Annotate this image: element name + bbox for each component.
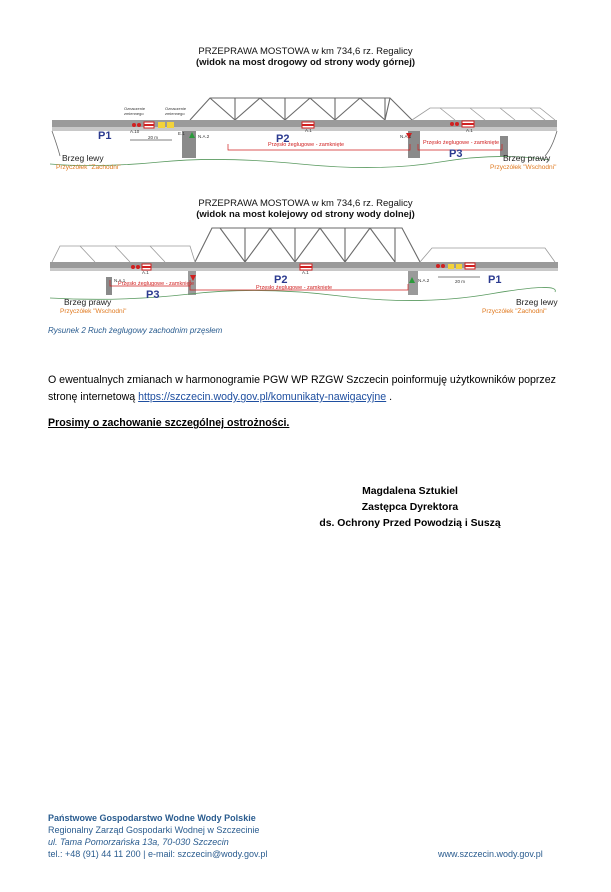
top-note-left: Oznaczenie zmiennego <box>124 106 146 116</box>
bottom-sign-a1-mid: A.1 <box>302 270 309 275</box>
top-span-p2: P2 <box>276 133 290 145</box>
top-sign-a10: A.10 <box>130 129 140 134</box>
bottom-bank-left: Brzeg prawy <box>64 297 112 307</box>
top-sign-na2-left: N.A.2 <box>198 134 210 139</box>
komunikaty-link[interactable]: https://szczecin.wody.gov.pl/komunikaty-nawigacyjne <box>138 391 387 403</box>
bottom-sign-a1-left: A.1 <box>142 270 149 275</box>
truss-central-bottom <box>195 228 420 262</box>
bottom-span-p3: P3 <box>146 289 160 301</box>
truss-right-bottom <box>420 248 555 262</box>
top-span-p1: P1 <box>98 130 112 142</box>
figure-bottom-title <box>0 198 611 220</box>
top-closed-p3: Przęsło żeglugowe - zamknięte <box>423 140 500 146</box>
paragraph-line2-prefix: stronę internetową <box>48 391 139 403</box>
signature-role: Zastępca Dyrektora <box>361 502 459 513</box>
bottom-span-p1: P1 <box>488 274 502 286</box>
signature-block <box>310 484 510 532</box>
truss-right <box>412 108 555 120</box>
top-abutment-right: Przyczółek "Wschodni" <box>490 164 557 171</box>
bank-left-shape <box>52 131 60 156</box>
footer-address: ul. Tama Pomorzańska 13a, 70-030 Szczecin <box>48 837 229 847</box>
bottom-bank-right: Brzeg lewy <box>516 297 558 307</box>
top-sign-e1: E.1 <box>178 131 185 136</box>
paragraph-line2 <box>48 389 578 406</box>
bottom-sign-na1: N.A.1 <box>114 278 126 283</box>
top-sign-na1: N.A.1 <box>400 134 412 139</box>
top-closed-p2: Przęsło żeglugowe - zamknięte <box>268 142 345 148</box>
bottom-closed-p2: Przęsło żeglugowe - zamknięte <box>256 285 333 291</box>
bottom-abutment-right: Przyczółek "Zachodni" <box>482 308 547 315</box>
truss-left-bottom <box>52 246 195 262</box>
bottom-closed-p3: Przęsło żeglugowe - zamknięte <box>118 281 195 287</box>
footer-website-link[interactable]: www.szczecin.wody.gov.pl <box>438 849 543 859</box>
top-bank-left: Brzeg lewy <box>62 153 104 163</box>
bottom-width-20m: 20 m <box>455 279 466 284</box>
top-sign-a1-left: A.1 <box>305 128 312 133</box>
paragraph-line2-suffix: . <box>386 391 393 403</box>
footer-contact: tel.: +48 (91) 44 11 200 | e-mail: szczecin@wody.gov.pl <box>48 849 268 859</box>
water-line <box>50 156 550 167</box>
signature-dept: ds. Ochrony Przed Powodzią i Suszą <box>319 518 501 529</box>
paragraph-line1: O ewentualnych zmianach w harmonogramie PGW WP RZGW Szczecin poinformuję użytkowników poprzez <box>48 374 556 386</box>
signature-name: Magdalena Sztukiel <box>362 486 458 497</box>
top-abutment-left: Przyczółek "Zachodni" <box>56 164 121 171</box>
figure-bottom-title-line2: (widok na most kolejowy od strony wody dolnej) <box>196 209 415 220</box>
footer-org: Państwowe Gospodarstwo Wodne Wody Polskie <box>48 813 256 823</box>
bottom-abutment-left: Przyczółek "Wschodni" <box>60 308 127 315</box>
top-span-p3: P3 <box>449 148 463 160</box>
truss-central <box>190 98 412 120</box>
figure-top-title-line2: (widok na most drogowy od strony wody górnej) <box>195 57 416 68</box>
top-note-right: Oznaczenie zmiennego <box>165 106 187 116</box>
info-paragraph <box>48 372 578 406</box>
bottom-span-p2: P2 <box>274 274 288 286</box>
top-bank-right: Brzeg prawy <box>503 153 551 163</box>
top-width-20m: 20 m <box>148 135 159 140</box>
bottom-sign-na2: N.A.2 <box>418 278 430 283</box>
figure-bottom-title-line1: PRZEPRAWA MOSTOWA w km 734,6 rz. Regalicy <box>198 198 413 209</box>
figure-top-title <box>0 46 611 68</box>
figure-top-title-line1: PRZEPRAWA MOSTOWA w km 734,6 rz. Regalicy <box>198 46 413 57</box>
top-sign-a1-right: A.1 <box>466 128 473 133</box>
figure-caption: Rysunek 2 Ruch żeglugowy zachodnim przęsłem <box>48 326 223 335</box>
warning-text: Prosimy o zachowanie szczególnej ostrożności. <box>48 417 290 429</box>
footer-unit: Regionalny Zarząd Gospodarki Wodnej w Szczecinie <box>48 825 260 835</box>
